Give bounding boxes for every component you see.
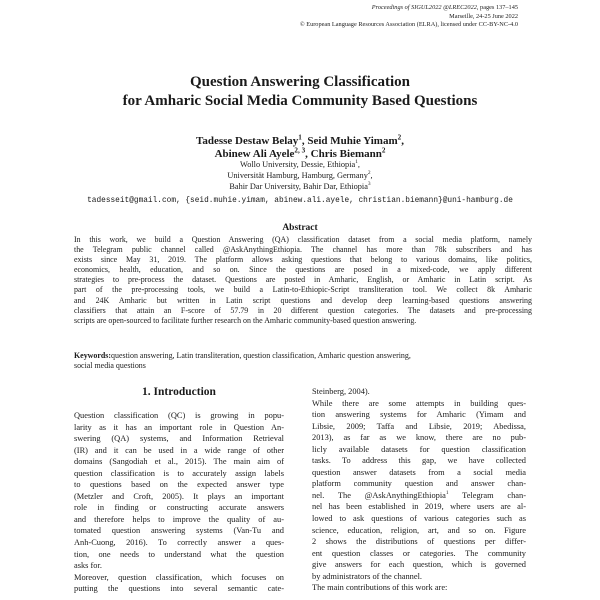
body-line: tasks. To address this gap, we have collected [312,456,526,466]
affiliation-2: Universität Hamburg, Hamburg, Germany$^2$, [227,170,373,180]
author-1: Tadesse Destaw Belay [196,135,299,147]
author-3-sup: 2, 3 [294,146,306,155]
author-4-sup: 2 [381,146,386,155]
body-line: question classification is to accurately assign labels [74,468,284,478]
body-line: by administrators of the channel. [312,571,423,581]
paper-title [0,73,600,110]
abstract-line: economics, health, education, and so on. Since the questions are posed in a mixed-code, we apply different [74,265,532,275]
author-emails: tadesseit@gmail.com, {seid.muhie.yimam, abinew.ali.ayele, christian.biemann}@uni-hamburg.de [87,197,513,205]
abstract-line: scripts are open-sourced to facilitate further research on the Amharic community-based question answering. [74,315,417,325]
body-line: 2 shows the distributions of questions per differ- [312,537,526,547]
abstract-line: the Telegram public channel called @AskAnythingEthiopia. The channel has more than 78k subscribers and has [74,245,532,255]
author-4: Chris Biemann [310,148,382,160]
body-line: nel has been established in 2019, where users are al- [312,502,526,512]
body-line: science, education, religion, art, and so on. Figure [312,525,526,535]
abstract-line: classifiers that attain an F-score of 57.79 in 20 different question categories. The datasets and pre-processing [74,305,532,315]
body-line: platform community question and answer chan- [312,479,526,489]
license-note: © European Language Resources Association (ELRA), licensed under CC-BY-NC-4.0 [299,21,518,29]
author-2: Seid Muhie Yimam [307,135,398,147]
body-line: Libsie, 2009; Taffa and Libsie, 2019; Abedissa, [312,421,526,431]
body-line: 2013), as far as we know, there are no pub- [312,433,526,443]
footnote-mark[interactable]: 1 [445,490,449,497]
body-line: licly available datasets for question classification [312,444,526,454]
right-column [312,386,526,594]
venue-info [300,4,518,30]
body-line: Question classification (QC) is growing in popu- [74,411,284,420]
body-line: role in finding or constructing accurate answers [74,503,284,513]
body-line: While there are some attempts in building ques- [312,398,526,408]
body-line: (IR) and it can be used in a wide range of other [74,445,284,455]
keywords-label: Keywords: [74,351,112,360]
body-line: asks for. [74,561,102,571]
affiliation-1: Wollo University, Dessie, Ethiopia$^1$, [240,159,360,169]
left-column [74,410,284,595]
keywords-line-1: question answering, Latin transliteration, question classification, Amharic question answering, [111,351,411,360]
body-line: Steinberg, 2004). [312,387,370,396]
abstract-heading: Abstract [282,223,318,233]
proceedings-name: Proceedings of SIGUL2022 @LREC2022 [371,4,477,11]
author-1-sup: 1 [298,133,302,142]
keywords-line-2: social media questions [74,361,146,371]
author-list: Tadesse Destaw Belay$^1$, Seid Muhie Yimam$^2$, Abinew Ali Ayele$^{2, 3}$, Chris Biemann$^2$ [196,133,404,160]
body-line: putting the questions into several semantic cate- [74,584,284,594]
abstract-body [74,235,532,326]
body-line: question answer datasets from a social media [312,467,526,477]
author-2-sup: 2 [397,133,402,142]
author-3: Abinew Ali Ayele [214,148,295,160]
abstract-line: and 24K Amharic but written in Latin script questions and develop deep learning-based questions answering [74,295,532,305]
abstract-line: part of the pre-processing tools, we build a Latin-to-Ethiopic-Script transliteration tool. We collect 8k Amharic [74,285,532,295]
body-line: Anh-Cuong, 2016). To correctly answer a ques- [74,538,284,548]
body-line: tomated question answering systems (Van-Tu and [74,526,284,536]
body-line: to questions based on the expected answer type [74,480,284,490]
body-line: give answers for each question, which is governed [312,560,526,570]
body-line: tion answering systems for Amharic (Yimam and [312,410,526,420]
body-line: (Metzler and Croft, 2005). It plays an important [74,491,284,501]
body-line: and therefore helps to improve the quality of au- [74,514,284,524]
abstract-line: exists since May 31, 2019. The platform allows asking questions that belong to various domains, like politics, [74,255,532,265]
section-heading-introduction: 1. Introduction [142,386,216,398]
body-line: tion, one needs to understand what the question [74,549,284,559]
title-line-1: Question Answering Classification [189,74,411,90]
abstract-line: strategies to pre-process the dataset. Questions are posted in Amharic, English, or Amharic in Latin script. As [74,275,532,285]
abstract-line: In this work, we build a Question Answering (QA) classification dataset from a social media platform, namely [74,235,532,244]
keywords [74,351,532,371]
body-line: Moreover, question classification, which focuses on [74,572,284,582]
body-line-footnote: nel. The @AskAnythingEthiopia$^1$ Telegram chan- [312,490,526,500]
title-line-2: for Amharic Social Media Community Based Questions [122,92,478,109]
body-line: larity as it has an important role in Question An- [74,422,284,432]
body-line: ent question classes or categories. The community [312,548,526,558]
body-line: swering (QA) systems, and Information Retrieval [74,434,284,444]
body-line: domains (Sangodiah et al., 2015). The main aim of [74,457,284,467]
venue-place: Marseille, 24-25 June 2022 [449,12,518,20]
affiliation-3: Bahir Dar University, Bahir Dar, Ethiopia$^3$ [229,181,371,191]
page-range: , pages 137–145 [476,4,518,11]
body-line: lowed to ask questions of various categories such as [312,514,526,524]
body-line: The main contributions of this work are: [312,583,448,593]
